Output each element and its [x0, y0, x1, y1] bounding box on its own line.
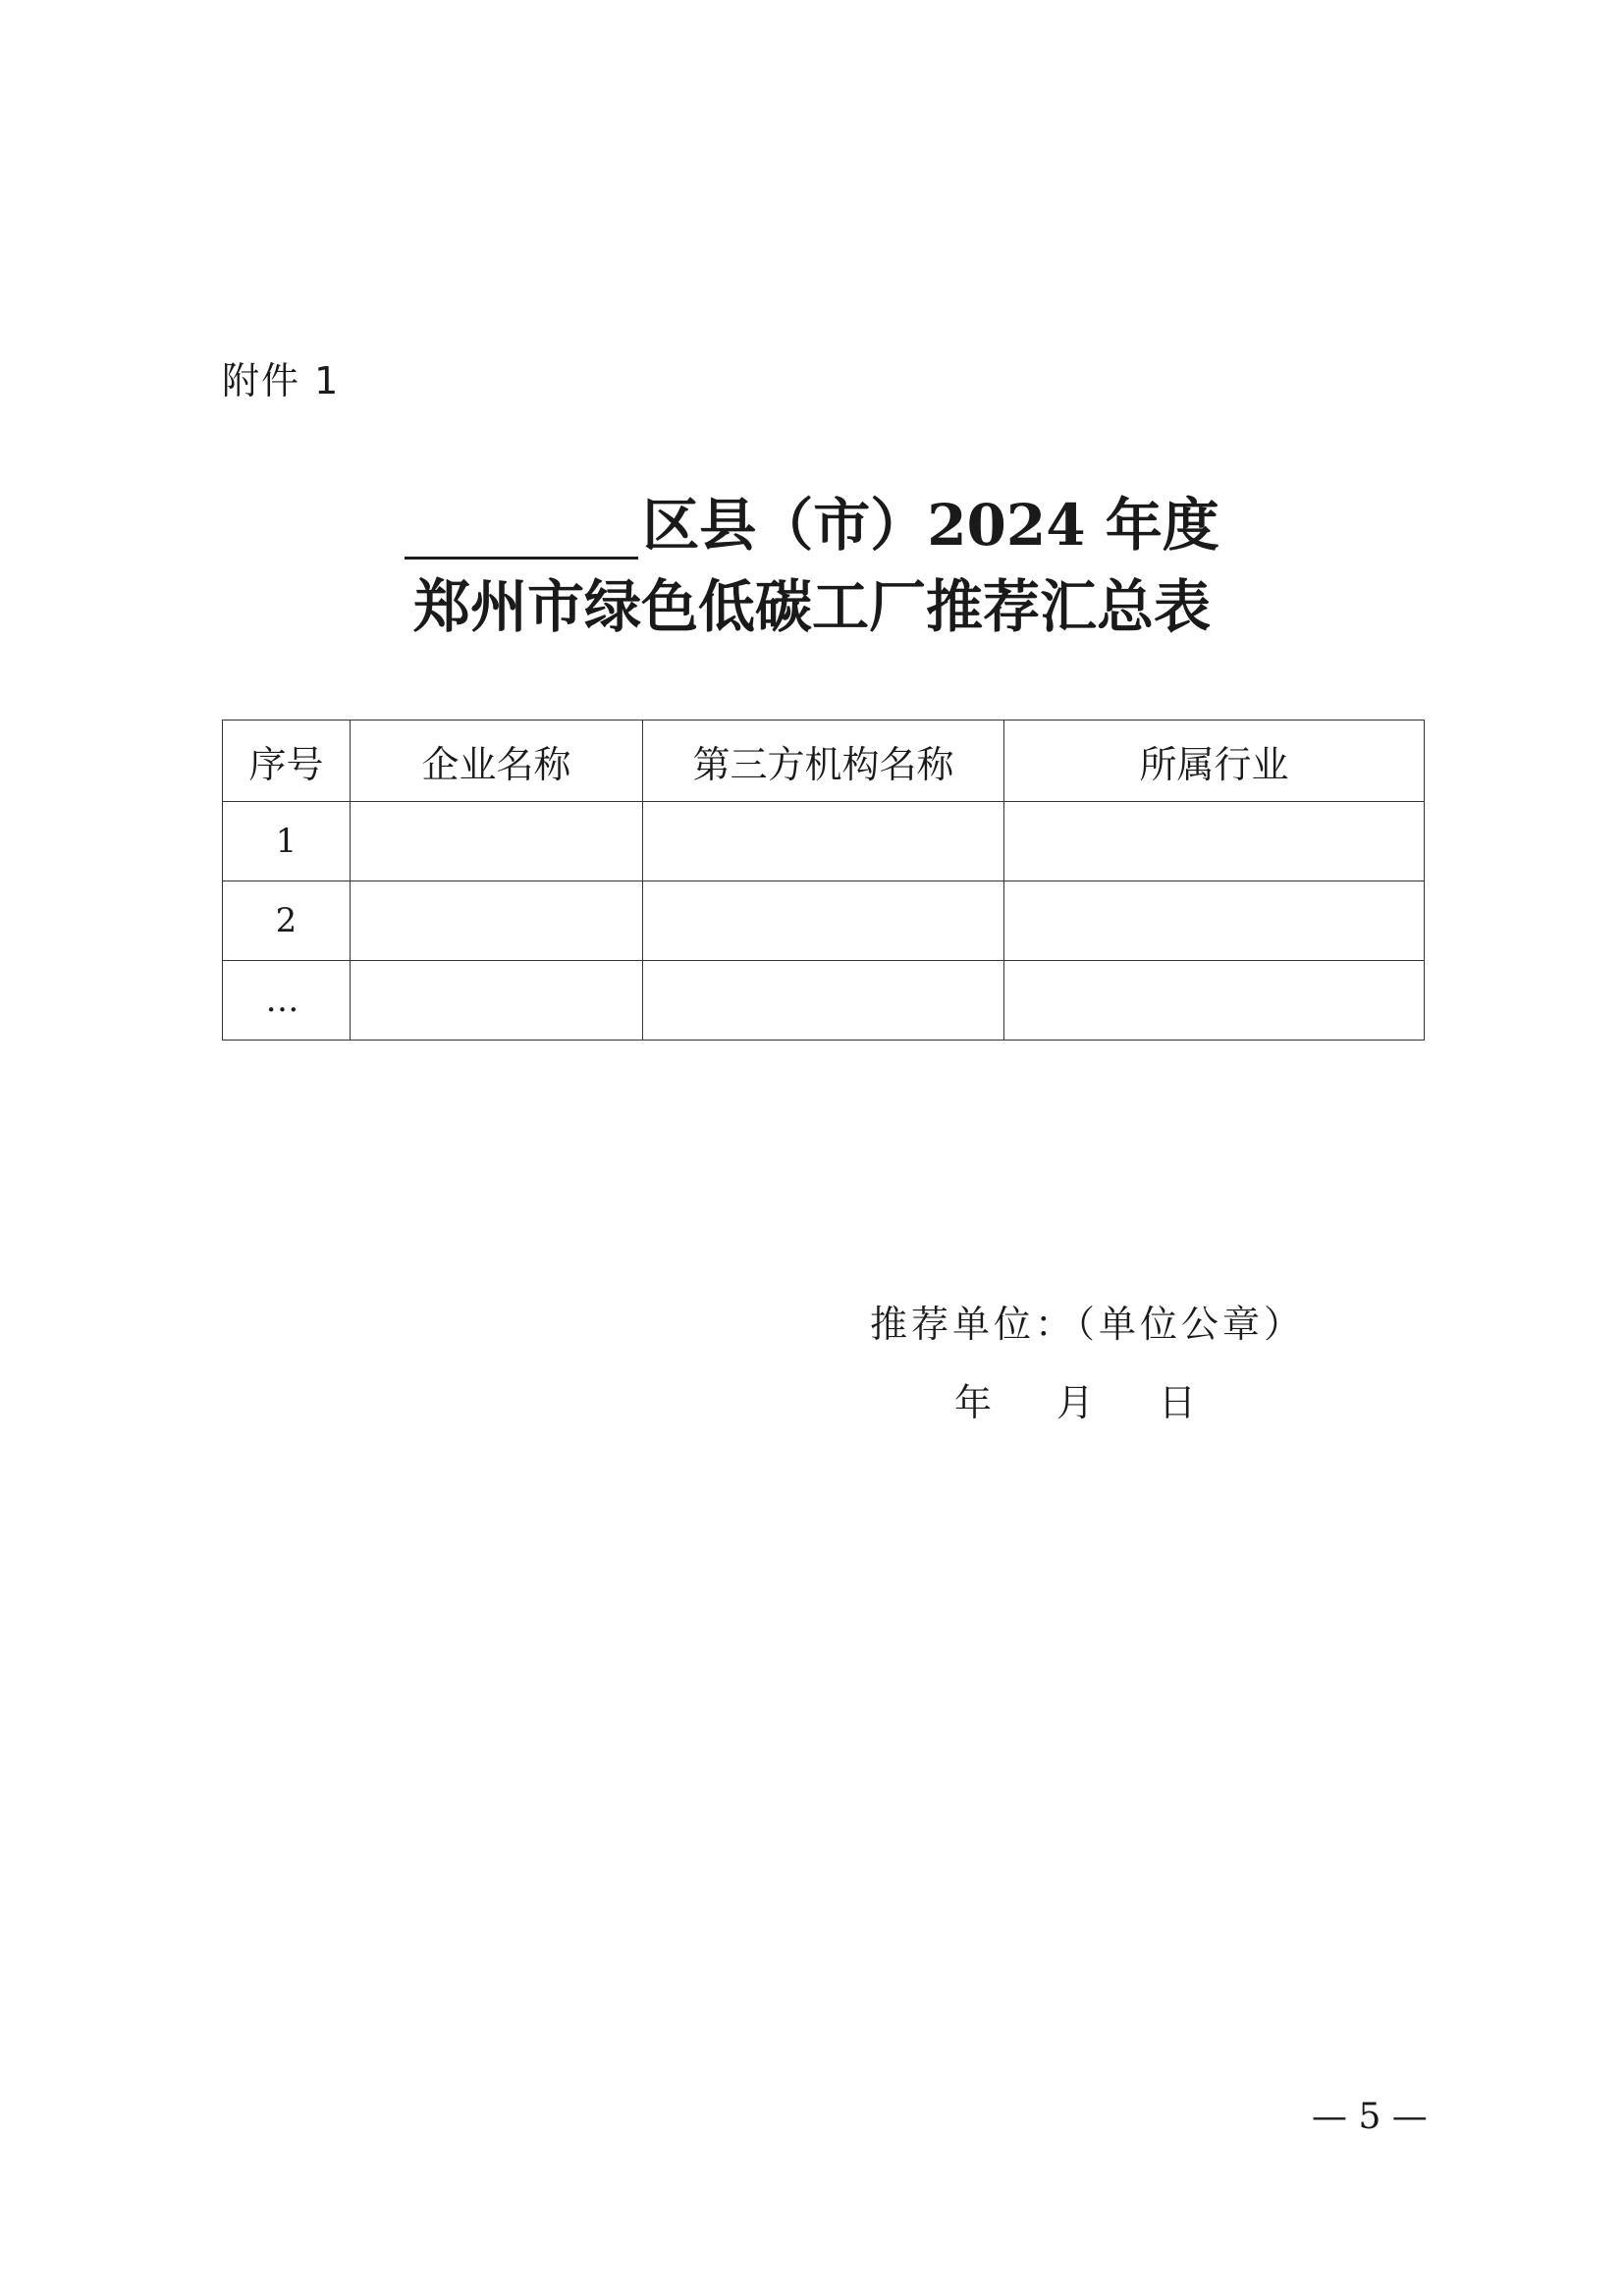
row-industry — [1004, 802, 1425, 881]
date-line — [954, 1372, 1196, 1426]
row-company — [351, 881, 643, 961]
table-row — [223, 961, 1425, 1041]
header-company: 企业名称 — [351, 721, 643, 802]
row-third-party — [643, 802, 1004, 881]
attachment-label: 附件 1 — [222, 359, 341, 402]
header-industry: 所属行业 — [1004, 721, 1425, 802]
date-year: 年 — [954, 1381, 993, 1424]
row-third-party — [643, 961, 1004, 1041]
summary-table — [222, 720, 1425, 1041]
title-line-2: 郑州市绿色低碳工厂推荐汇总表 — [412, 573, 1211, 640]
row-third-party — [643, 881, 1004, 961]
row-index: 2 — [223, 881, 351, 961]
date-day: 日 — [1159, 1381, 1197, 1424]
row-company — [351, 961, 643, 1041]
row-company — [351, 802, 643, 881]
district-blank — [405, 502, 638, 560]
row-industry — [1004, 881, 1425, 961]
recommender-unit: 推荐单位：（单位公章） — [870, 1303, 1306, 1346]
header-third-party: 第三方机构名称 — [643, 721, 1004, 802]
table-row — [223, 881, 1425, 961]
title-line-1 — [0, 491, 1624, 560]
table-header-row — [223, 721, 1425, 802]
row-industry — [1004, 961, 1425, 1041]
row-index: … — [223, 961, 351, 1041]
page-number: — 5 — — [1312, 2097, 1428, 2137]
row-index: 1 — [223, 802, 351, 881]
date-month: 月 — [1056, 1381, 1095, 1424]
table-row — [223, 802, 1425, 881]
title-line-1-text: 区县（市）2024 年度 — [642, 492, 1219, 559]
header-index: 序号 — [223, 721, 351, 802]
